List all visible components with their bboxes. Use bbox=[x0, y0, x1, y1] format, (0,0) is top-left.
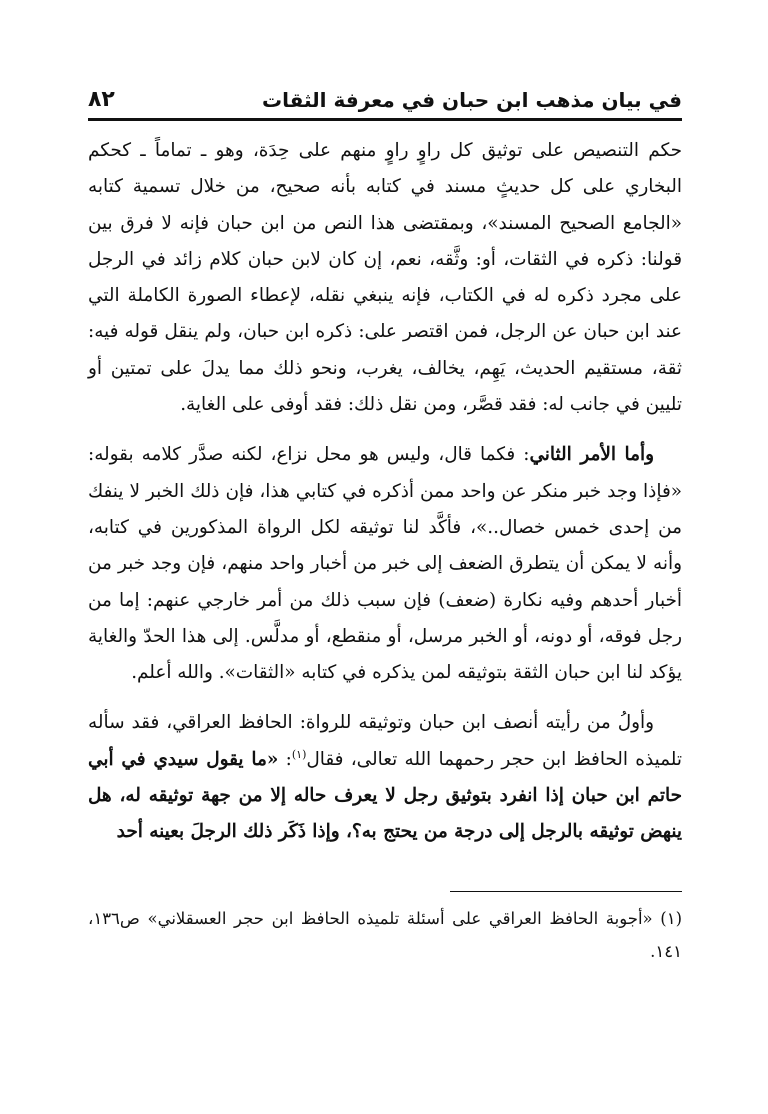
body-text bbox=[88, 133, 682, 851]
paragraph-2 bbox=[88, 437, 682, 691]
footnote: (١) «أجوبة الحافظ العراقي على أسئلة تلميذه الحافظ ابن حجر العسقلاني» ص١٣٦، ١٤١. bbox=[88, 908, 682, 961]
paragraph-3-colon: : bbox=[278, 748, 292, 770]
footnote-rule bbox=[450, 891, 682, 892]
paragraph-2-lead: وأما الأمر الثاني bbox=[529, 444, 654, 466]
paragraph-2-rest: : فكما قال، وليس هو محل نزاع، لكنه صدَّر كلامه بقوله: «فإذا وجد خبر منكر عن واحد ممن أذكره في كتابي هذا، فإن ذلك الخبر لا ينفك من إحدى خمس خصال..»، فأكَّد لنا توثيقه لكل الرواة المذكورين في كتابه، وأنه لا يمكن أن يتطرق الضعف إلى خبر من أخبار واحد منهم، فإن وجد خبر من أخبار أحدهم وفيه نكارة (ضعف) فإن سبب ذلك من أمر خارجي عنهم: إما من رجل فوقه، أو دونه، أو الخبر مرسل، أو منقطع، أو مدلَّس. إلى هذا الحدّ والغاية يؤكد لنا ابن حبان الثقة بتوثيقه لمن يذكره في كتابه «الثقات». والله أعلم. bbox=[88, 444, 682, 684]
document-page bbox=[88, 60, 682, 968]
footnote-marker: (١) bbox=[291, 747, 307, 761]
paragraph-3-start: وأولُ من رأيته أنصف ابن حبان وتوثيقه للرواة: الحافظ العراقي، فقد سأله تلميذه الحافظ ابن حجر رحمهما الله تعالى، فقال bbox=[88, 712, 682, 770]
header-rule bbox=[88, 118, 682, 121]
page-number: ٨٢ bbox=[88, 87, 115, 112]
paragraph-3-quote: «ما يقول سيدي في أبي حاتم ابن حبان إذا انفرد بتوثيق رجل لا يعرف حاله إلا من جهة توثيقه له، هل ينهض توثيقه بالرجل إلى درجة من يحتج به؟، وإذا ذَكَر ذلك الرجلَ بعينه أحد bbox=[88, 748, 682, 843]
paragraph-3 bbox=[88, 705, 682, 850]
running-title: في بيان مذهب ابن حبان في معرفة الثقات bbox=[261, 88, 682, 112]
paragraph-1: حكم التنصيص على توثيق كل راوٍ راوٍ منهم على حِدَة، وهو ـ تماماً ـ كحكم البخاري على كل حديثٍ مسند في كتابه بأنه صحيح، من خلال تسمية كتابه «الجامع الصحيح المسند»، وبمقتضى هذا النص من ابن حبان فإنه لا فرق بين قولنا: ذكره في الثقات، أو: وثَّقه، نعم، إن كان لابن حبان كلام زائد في الرجل على مجرد ذكره له في الكتاب، فإنه ينبغي نقله، لإعطاء الصورة الكاملة التي عند ابن حبان عن الرجل، فمن اقتصر على: ذكره ابن حبان، ولم ينقل قوله فيه: ثقة، مستقيم الحديث، يَهِم، يخالف، يغرب، ونحو ذلك مما يدلَ على تمتين أو تليين في جانب له: فقد قصَّر، ومن نقل ذلك: فقد أوفى على الغاية. bbox=[88, 140, 682, 416]
page-header bbox=[88, 60, 682, 118]
